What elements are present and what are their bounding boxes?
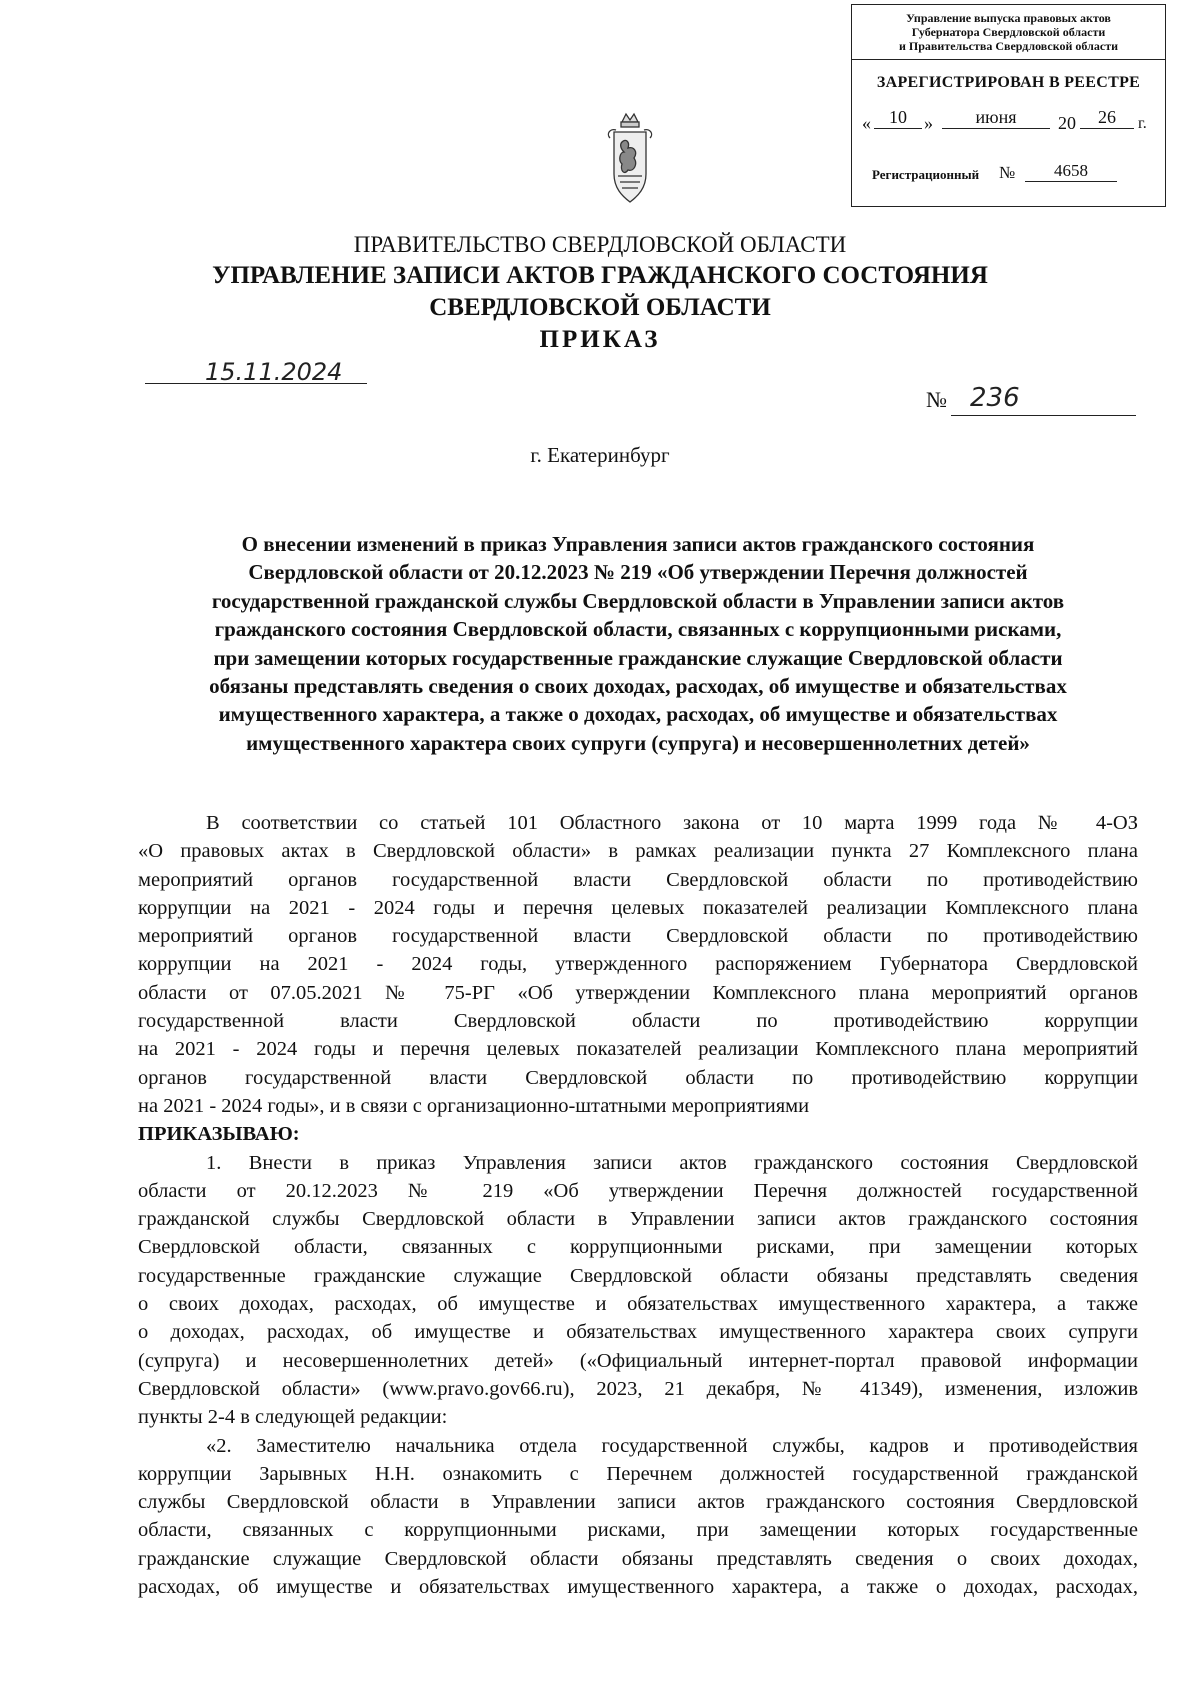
- body-line: о доходах, расходах, об имуществе и обязательствах имущественного характера своих супруги: [138, 1321, 1138, 1344]
- body-line: Свердловской области» (www.pravo.gov66.ru), 2023, 21 декабря, № 41349), изменения, изложив: [138, 1377, 1138, 1400]
- order-number-underline: [951, 415, 1136, 416]
- body-line: Свердловской области, связанных с коррупционными рисками, при замещении которых: [138, 1236, 1138, 1259]
- title-line: при замещении которых государственные гражданские служащие Свердловской области: [213, 645, 1063, 670]
- body-line: «О правовых актах в Свердловской области» в рамках реализации пункта 27 Комплексного плана: [138, 840, 1138, 863]
- stamp-header: [852, 5, 1165, 60]
- body-line: области, связанных с коррупционными рисками, при замещении которых государственные: [138, 1519, 1138, 1542]
- stamp-head-line: Губернатора Свердловской области: [911, 25, 1106, 39]
- body-line: области от 20.12.2023 № 219 «Об утверждении Перечня должностей государственной: [138, 1179, 1138, 1202]
- coat-of-arms-emblem: [600, 112, 660, 208]
- stamp-reg-number: 4658: [1025, 161, 1117, 182]
- stamp-day: 10: [874, 107, 922, 129]
- body-line: государственной власти Свердловской области по противодействию коррупции: [138, 1010, 1138, 1033]
- order-date: 15.11.2024: [205, 358, 343, 386]
- body-line: мероприятий органов государственной власти Свердловской области по противодействию: [138, 868, 1138, 891]
- stamp-year-suffix: 26: [1080, 107, 1134, 129]
- body-line: на 2021 - 2024 годы», и в связи с организационно-штатными мероприятиями: [138, 1094, 810, 1117]
- title-line: О внесении изменений в приказ Управления записи актов гражданского состояния: [241, 532, 1035, 556]
- city-name: г. Екатеринбург: [530, 443, 670, 467]
- body-line: на 2021 - 2024 годы и перечня целевых показателей реализации Комплексного плана мероприятий: [138, 1038, 1138, 1061]
- title-line: имущественного характера своих супруги (супруга) и несовершеннолетних детей»: [246, 730, 1030, 755]
- body-line: мероприятий органов государственной власти Свердловской области по противодействию: [138, 925, 1138, 948]
- body-line: о своих доходах, расходах, об имуществе и обязательствах имущественного характера, а также: [138, 1293, 1138, 1316]
- stamp-reg-no-sign: №: [999, 163, 1016, 182]
- body-line: (супруга) и несовершеннолетних детей» («Официальный интернет-портал правовой информации: [138, 1349, 1138, 1372]
- document-type-title: ПРИКАЗ: [539, 326, 661, 353]
- body-line: пункты 2-4 в следующей редакции:: [138, 1406, 448, 1429]
- order-number-label: №: [926, 387, 947, 412]
- registration-stamp: [851, 4, 1166, 207]
- title-line: гражданского состояния Свердловской области, связанных с коррупционными рисками,: [214, 617, 1062, 642]
- body-line: службы Свердловской области в Управлении записи актов гражданского состояния Свердловской: [138, 1491, 1138, 1514]
- title-line: обязаны представлять сведения о своих доходах, расходах, об имуществе и обязательствах: [209, 674, 1067, 699]
- document-title: [140, 530, 1136, 757]
- body-line: государственные гражданские служащие Свердловской области обязаны представлять сведения: [138, 1264, 1138, 1287]
- stamp-head-line: Управление выпуска правовых актов: [906, 11, 1111, 25]
- order-number: 236: [970, 383, 1020, 413]
- stamp-date: [862, 107, 1162, 139]
- body-line: 1. Внести в приказ Управления записи актов гражданского состояния Свердловской: [206, 1151, 1138, 1174]
- body-line: гражданские служащие Свердловской области обязаны представлять сведения о своих доходах,: [138, 1547, 1138, 1570]
- region-title: СВЕРДЛОВСКОЙ ОБЛАСТИ: [429, 294, 771, 321]
- stamp-reg-label: Регистрационный: [872, 167, 980, 182]
- document-body: [138, 809, 1138, 1601]
- stamp-quote-open: «: [862, 113, 871, 133]
- body-line: В соответствии со статьей 101 Областного закона от 10 марта 1999 года № 4-ОЗ: [206, 812, 1138, 834]
- stamp-month: июня: [942, 107, 1050, 129]
- stamp-year-prefix: 20: [1058, 113, 1076, 133]
- title-line: государственной гражданской службы Свердловской области в Управлении записи актов: [211, 588, 1065, 613]
- body-line: коррупции на 2021 - 2024 годы и перечня целевых показателей реализации Комплексного плана: [138, 896, 1138, 919]
- body-line: органов государственной власти Свердловской области по противодействию коррупции: [138, 1066, 1138, 1089]
- body-line: гражданской службы Свердловской области в Управлении записи актов гражданского состояния: [138, 1208, 1138, 1231]
- stamp-quote-close: »: [924, 113, 933, 133]
- body-line: области от 07.05.2021 № 75-РГ «Об утверждении Комплексного плана мероприятий органов: [138, 981, 1138, 1004]
- body-line: коррупции Зарывных Н.Н. ознакомить с Перечнем должностей государственной гражданской: [138, 1462, 1138, 1485]
- department-title: УПРАВЛЕНИЕ ЗАПИСИ АКТОВ ГРАЖДАНСКОГО СОСТОЯНИЯ: [212, 262, 988, 289]
- stamp-head-line: и Правительства Свердловской области: [899, 39, 1118, 53]
- body-line: «2. Заместителю начальника отдела государственной службы, кадров и противодействия: [206, 1434, 1138, 1457]
- stamp-registered-label: ЗАРЕГИСТРИРОВАН В РЕЕСТРЕ: [876, 74, 1141, 91]
- stamp-registration-number: [872, 163, 1162, 187]
- body-line: коррупции на 2021 - 2024 годы, утвержденного распоряжением Губернатора Свердловской: [138, 953, 1138, 976]
- title-line: имущественного характера, а также о доходах, расходах, об имуществе и обязательствах: [218, 702, 1058, 727]
- order-directive: ПРИКАЗЫВАЮ:: [138, 1123, 300, 1146]
- title-line: Свердловской области от 20.12.2023 № 219 «Об утверждении Перечня должностей: [248, 560, 1028, 585]
- body-line: расходах, об имуществе и обязательствах имущественного характера, а также о доходах, расходах,: [138, 1576, 1138, 1599]
- stamp-year-unit: г.: [1138, 115, 1147, 132]
- government-title: ПРАВИТЕЛЬСТВО СВЕРДЛОВСКОЙ ОБЛАСТИ: [353, 232, 847, 257]
